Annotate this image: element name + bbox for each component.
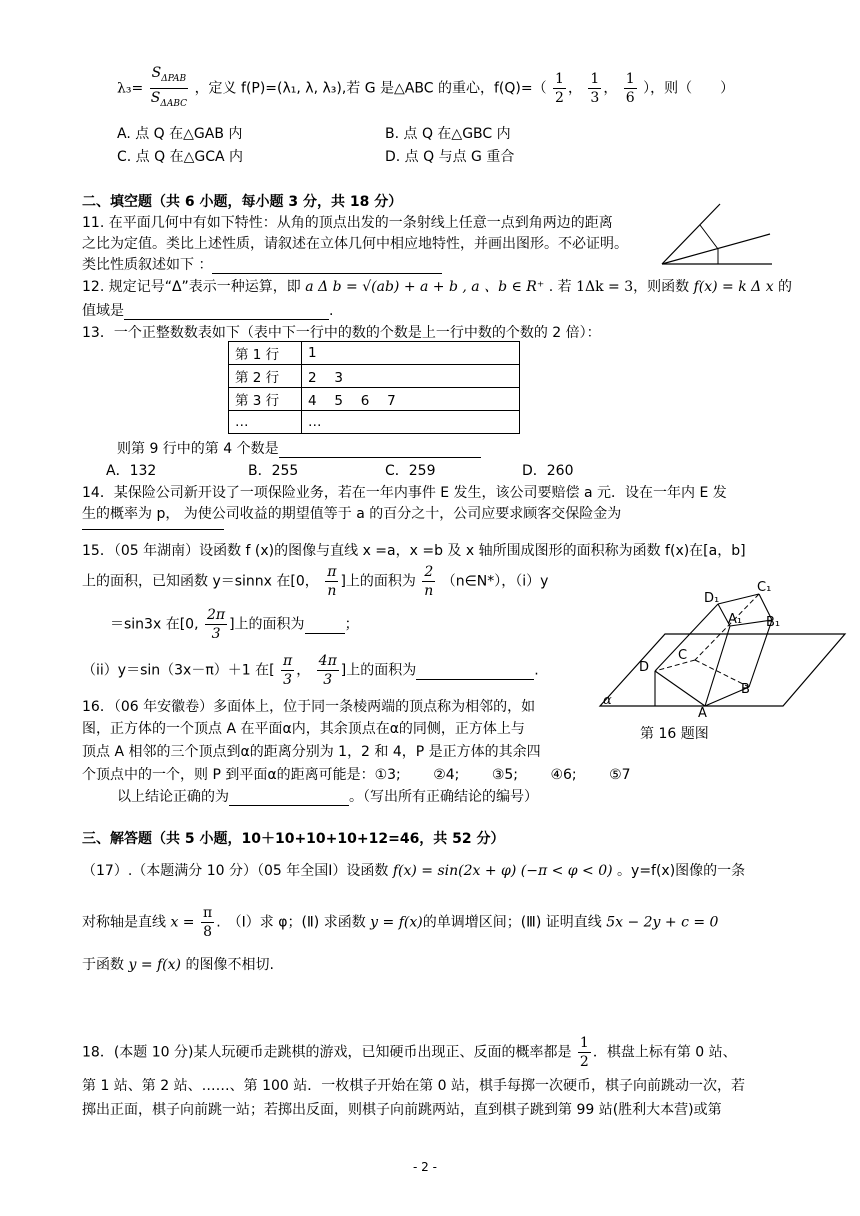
area-ratio-fraction: $\frac{S_{\Delta PAB}}{S_{\Delta ABC}}$ xyxy=(150,65,188,109)
q11-line2: 之比为定值。类比上述性质，请叙述在立体几何中相应地特性，并画出图形。不必证明。 xyxy=(82,236,628,252)
q15-line4: （ii）y＝sin（3x－π）＋1 在[ $\frac{\pi}{3}$ ， $\frac{4\pi}{3}$ ]上的面积为 . xyxy=(82,653,539,688)
answer-blank[interactable] xyxy=(212,257,442,274)
q14-line2: 生的概率为 p， 为使公司收益的期望值等于 a 的百分之十，公司应要求顾客交保险金为 xyxy=(82,506,622,522)
q16-line5: 以上结论正确的为 。（写出所有正确结论的编号） xyxy=(117,789,538,805)
q17-line3: 于函数 y = f(x) 的图像不相切. xyxy=(82,957,274,973)
operation-definition: a Δ b = √(ab) + a + b , a 、b ∈ R⁺ xyxy=(305,279,545,295)
definition-text: ，定义 f(P)=(λ₁, λ, λ₃),若 G 是△ABC 的重心，f(Q)=（ xyxy=(194,80,547,97)
q18-line1: 18．(本题 10 分)某人玩硬币走跳棋的游戏，已知硬币出现正、反面的概率都是 $\frac{1}{2}$ ．棋盘上标有第 0 站、 xyxy=(82,1035,737,1070)
table-row: … … xyxy=(229,411,520,434)
label-b: B xyxy=(741,682,750,697)
q13-option-b: B．255 xyxy=(248,463,299,479)
label-c: C xyxy=(678,648,688,663)
q18-line3: 掷出正面，棋子向前跳一站；若掷出反面，则棋子向前跳两站，直到棋子跳到第 99 站(胜利大本营)或第 xyxy=(82,1102,722,1118)
q14-answer-blank[interactable] xyxy=(82,519,224,530)
answer-blank[interactable] xyxy=(124,303,329,320)
cube-on-plane-figure xyxy=(595,578,850,748)
q15-line3: ＝sin3x 在[0, $\frac{2\pi}{3}$ ]上的面积为 ； xyxy=(110,607,359,642)
figure-caption: 第 16 题图 xyxy=(640,726,709,742)
answer-blank[interactable] xyxy=(279,441,481,458)
fraction-third: $\frac{1}{3}$ xyxy=(590,70,600,106)
q18-line2: 第 1 站、第 2 站、……、第 100 站．一枚棋子开始在第 0 站，棋手每掷一次硬币，棋子向前跳动一次，若 xyxy=(82,1078,746,1094)
q15-line2: 上的面积，已知函数 y＝sinnx 在[0， $\frac{\pi}{n}$ ]上的面积为 $\frac{2}{n}$ （n∈N*），（i）y xyxy=(82,564,549,599)
label-b1: B₁ xyxy=(766,615,781,630)
table-row: 第 3 行 4 5 6 7 xyxy=(229,388,520,411)
q14-line1: 14．某保险公司新开设了一项保险业务，若在一年内事件 E 发生，该公司要赔偿 a 元．设在一年内 E 发 xyxy=(82,485,727,501)
fraction-half: $\frac{1}{2}$ xyxy=(555,70,564,106)
label-d1: D₁ xyxy=(704,591,720,606)
lambda3-label: λ₃= xyxy=(117,80,144,97)
q10-option-a: A. 点 Q 在△GAB 内 xyxy=(117,126,243,142)
answer-paren: ），则（ ） xyxy=(643,80,735,97)
q13-option-a: A．132 xyxy=(106,463,157,479)
q13-question: 则第 9 行中的第 4 个数是 xyxy=(117,438,481,458)
q17-line1: （17）.（本题满分 10 分）（05 年全国Ⅰ）设函数 f(x) = sin(2x + φ) (−π < φ < 0) 。y=f(x)图像的一条 xyxy=(82,863,746,879)
label-d: D xyxy=(639,660,650,675)
label-a1: A₁ xyxy=(728,612,743,627)
q17-line2: 对称轴是直线 x = $\frac{\pi}{8}$ . （Ⅰ）求 φ；(Ⅱ) 求函数 y = f(x)的单调增区间；(Ⅲ) 证明直线 5x − 2y + c = 0 xyxy=(82,905,719,940)
fraction-sixth: $\frac{1}{6}$ xyxy=(625,70,635,106)
q16-line2: 图，正方体的一个顶点 A 在平面α内，其余顶点在α的同侧，正方体上与 xyxy=(82,721,525,737)
angle-ray-figure xyxy=(660,202,775,268)
q16-line1: 16．（06 年安徽卷）多面体上，位于同一条棱两端的顶点称为相邻的，如 xyxy=(82,699,536,715)
q11-line1: 11. 在平面几何中有如下特性：从角的顶点出发的一条射线上任意一点到角两边的距离 xyxy=(82,215,613,231)
section2-heading: 二、填空题（共 6 小题，每小题 3 分，共 18 分） xyxy=(82,194,403,210)
q13-line1: 13．一个正整数数表如下（表中下一行中的数的个数是上一行中数的个数的 2 倍）： xyxy=(82,325,601,341)
answer-blank[interactable] xyxy=(416,663,534,680)
q12-line2: 值域是 . xyxy=(82,303,334,319)
label-a: A xyxy=(698,706,707,721)
answer-blank[interactable] xyxy=(229,789,349,806)
q15-line1: 15．（05 年湖南）设函数 f (x)的图像与直线 x =a，x =b 及 x 轴所围成图形的面积称为函数 f(x)在[a，b] xyxy=(82,543,746,559)
q12-line1: 12. 规定记号“Δ”表示一种运算，即 a Δ b = √(ab) + a + b , a 、b ∈ R⁺ . 若 1Δk = 3，则函数 f(x) = k Δ x 的 xyxy=(82,279,793,295)
q16-line3: 顶点 A 相邻的三个顶点到α的距离分别为 1，2 和 4，P 是正方体的其余四 xyxy=(82,744,541,760)
q10-option-d: D. 点 Q 与点 G 重合 xyxy=(385,149,515,165)
q16-line4: 个顶点中的一个，则 P 到平面α的距离可能是：①3; ②4; ③5; ④6; ⑤7 xyxy=(82,767,631,783)
table-row: 第 2 行 2 3 xyxy=(229,365,520,388)
table-row: 第 1 行 1 xyxy=(229,342,520,365)
q13-option-d: D．260 xyxy=(522,463,574,479)
number-table xyxy=(228,341,520,434)
answer-blank[interactable] xyxy=(305,617,345,634)
label-alpha: α xyxy=(603,693,612,708)
page-number: - 2 - xyxy=(413,1160,437,1174)
label-c1: C₁ xyxy=(757,580,772,595)
q10-option-b: B. 点 Q 在△GBC 内 xyxy=(385,126,511,142)
q13-option-c: C．259 xyxy=(385,463,436,479)
q10-formula-line: λ₃= $\frac{S_{\Delta PAB}}{S_{\Delta ABC}}$ ，定义 f(P)=(λ₁, λ, λ₃),若 G 是△ABC 的重心，f(Q)=（ $\frac{1}{2}$ ， $\frac{1}{3}$ ， $\frac{1}{6}$ ），则（ ） xyxy=(117,64,734,113)
q10-option-c: C. 点 Q 在△GCA 内 xyxy=(117,149,244,165)
section3-heading: 三、解答题（共 5 小题，10＋10+10+10+12=46，共 52 分） xyxy=(82,831,505,847)
q11-line3: 类比性质叙述如下 ： xyxy=(82,254,442,274)
